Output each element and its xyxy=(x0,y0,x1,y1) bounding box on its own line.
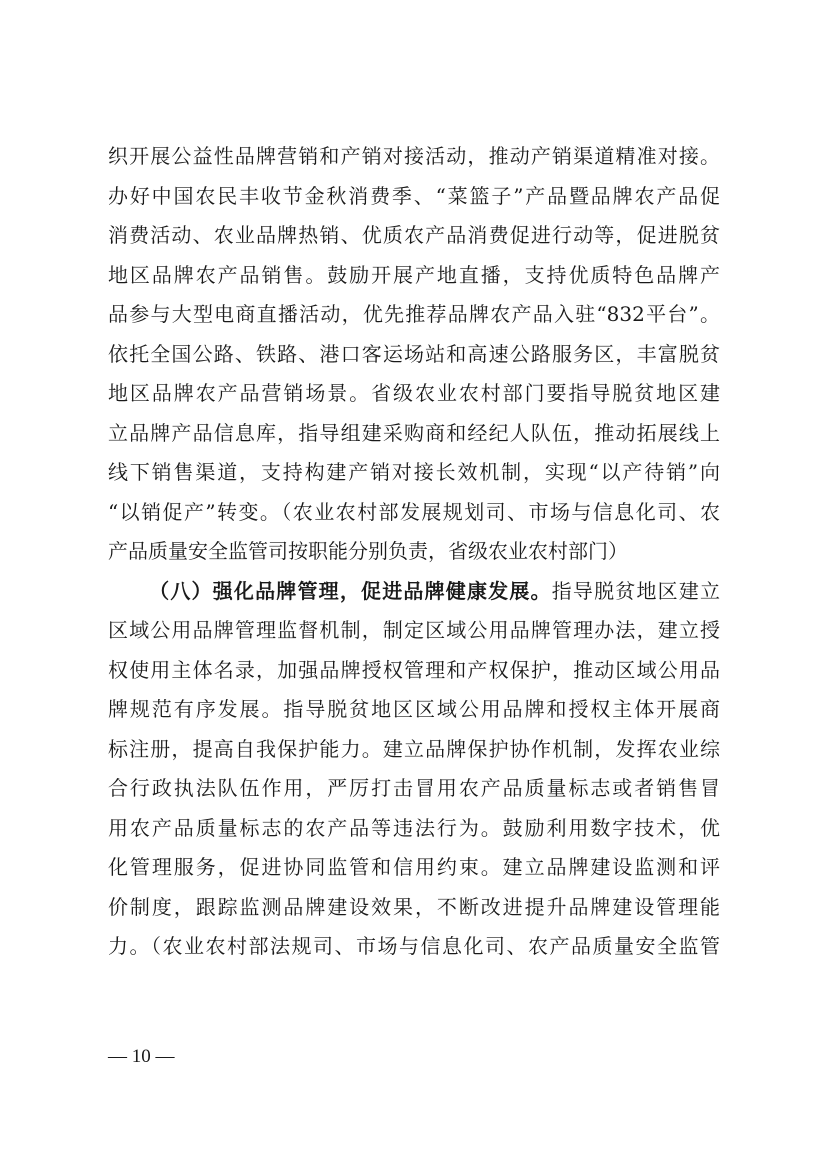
section-line: 用农产品质量标志的农产品等违法行为。鼓励利用数字技术，优 xyxy=(108,815,720,840)
section-line: 价制度，跟踪监测品牌建设效果，不断改进提升品牌建设管理能 xyxy=(108,894,720,919)
section-first-line xyxy=(108,572,720,612)
paragraph-line: 织开展公益性品牌营销和产销对接活动，推动产销渠道精准对接。 xyxy=(108,144,720,168)
section-first-line-rest: 指导脱贫地区建立 xyxy=(551,578,720,603)
body-text xyxy=(108,137,720,967)
paragraph-line: 产品质量安全监管司按职能分别负责，省级农业农村部门） xyxy=(108,539,628,563)
paragraph-line: 立品牌产品信息库，指导组建采购商和经纪人队伍，推动拓展线上 xyxy=(108,420,720,445)
paragraph-line: 品参与大型电商直播活动，优先推荐品牌农产品入驻“832平台”。 xyxy=(108,302,720,326)
page-number: — 10 — xyxy=(108,1046,175,1067)
paragraph-line: 地区品牌农产品销售。鼓励开展产地直播，支持优质特色品牌产 xyxy=(108,262,720,287)
section-heading: （八）强化品牌管理，促进品牌健康发展。 xyxy=(148,578,552,603)
paragraph-line: “以销促产”转变。（农业农村部发展规划司、市场与信息化司、农 xyxy=(108,499,720,524)
section-line: 力。（农业农村部法规司、市场与信息化司、农产品质量安全监管 xyxy=(108,934,720,958)
paragraph-line: 依托全国公路、铁路、港口客运场站和高速公路服务区，丰富脱贫 xyxy=(108,341,720,366)
paragraph-line: 消费活动、农业品牌热销、优质农产品消费促进行动等，促进脱贫 xyxy=(108,223,720,247)
section-line: 牌规范有序发展。指导脱贫地区区域公用品牌和授权主体开展商 xyxy=(108,697,720,721)
paragraph-line: 地区品牌农产品营销场景。省级农业农村部门要指导脱贫地区建 xyxy=(108,381,720,405)
section-line: 权使用主体名录，加强品牌授权管理和产权保护，推动区域公用品 xyxy=(108,657,720,682)
section-line: 标注册，提高自我保护能力。建立品牌保护协作机制，发挥农业综 xyxy=(108,736,720,761)
section-line: 合行政执法队伍作用，严厉打击冒用农产品质量标志或者销售冒 xyxy=(108,776,720,800)
section-line: 化管理服务，促进协同监管和信用约束。建立品牌建设监测和评 xyxy=(108,855,720,879)
paragraph-line: 线下销售渠道，支持构建产销对接长效机制，实现“以产待销”向 xyxy=(108,460,720,484)
section-line: 区域公用品牌管理监督机制，制定区域公用品牌管理办法，建立授 xyxy=(108,618,720,642)
paragraph-line: 办好中国农民丰收节金秋消费季、“菜篮子”产品暨品牌农产品促 xyxy=(108,183,720,208)
